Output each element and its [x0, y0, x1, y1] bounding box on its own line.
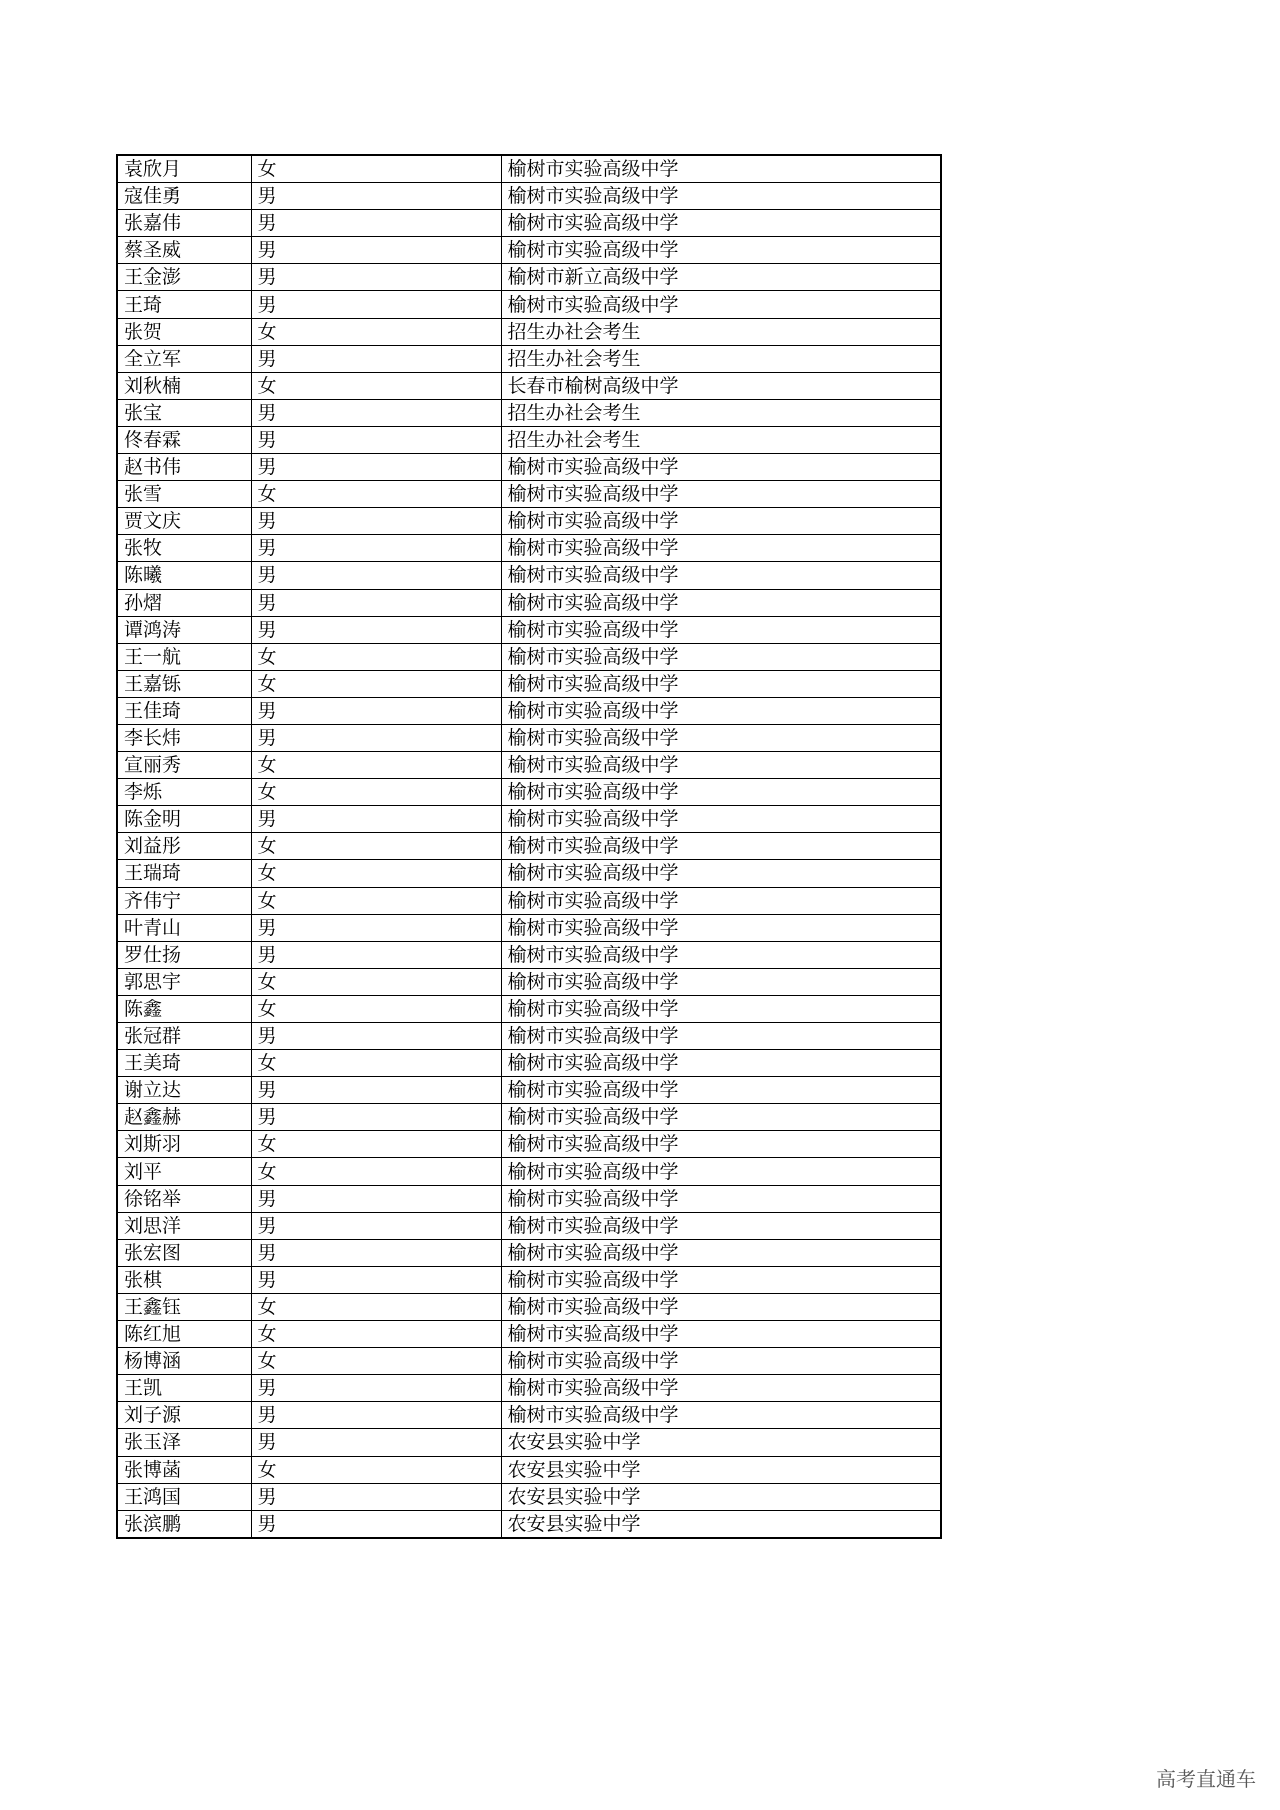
table-row	[117, 589, 941, 616]
name-cell: 王鑫钰	[117, 1293, 251, 1320]
table-row	[117, 291, 941, 318]
table-row	[117, 1293, 941, 1320]
gender-cell: 女	[251, 1348, 501, 1375]
name-cell: 孙熠	[117, 589, 251, 616]
name-cell: 张宝	[117, 399, 251, 426]
school-cell: 农安县实验中学	[501, 1429, 941, 1456]
gender-cell: 女	[251, 372, 501, 399]
name-cell: 刘平	[117, 1158, 251, 1185]
table-row	[117, 481, 941, 508]
gender-cell: 男	[251, 1266, 501, 1293]
school-cell: 榆树市实验高级中学	[501, 670, 941, 697]
table-row	[117, 508, 941, 535]
gender-cell: 男	[251, 616, 501, 643]
school-cell: 招生办社会考生	[501, 426, 941, 453]
gender-cell: 男	[251, 291, 501, 318]
school-cell: 榆树市实验高级中学	[501, 1104, 941, 1131]
table-row	[117, 887, 941, 914]
school-cell: 招生办社会考生	[501, 318, 941, 345]
table-row	[117, 616, 941, 643]
name-cell: 张嘉伟	[117, 210, 251, 237]
name-cell: 张博菡	[117, 1456, 251, 1483]
school-cell: 榆树市实验高级中学	[501, 860, 941, 887]
table-row	[117, 941, 941, 968]
school-cell: 农安县实验中学	[501, 1456, 941, 1483]
table-row	[117, 1483, 941, 1510]
name-cell: 贾文庆	[117, 508, 251, 535]
name-cell: 李烁	[117, 779, 251, 806]
name-cell: 王瑞琦	[117, 860, 251, 887]
school-cell: 榆树市实验高级中学	[501, 941, 941, 968]
table-row	[117, 1402, 941, 1429]
school-cell: 榆树市实验高级中学	[501, 481, 941, 508]
table-row	[117, 237, 941, 264]
table-row	[117, 752, 941, 779]
school-cell: 榆树市实验高级中学	[501, 752, 941, 779]
table-row	[117, 1158, 941, 1185]
gender-cell: 男	[251, 562, 501, 589]
name-cell: 李长炜	[117, 724, 251, 751]
name-cell: 王金澎	[117, 264, 251, 291]
school-cell: 榆树市实验高级中学	[501, 183, 941, 210]
school-cell: 榆树市实验高级中学	[501, 454, 941, 481]
school-cell: 榆树市实验高级中学	[501, 1375, 941, 1402]
table-row	[117, 1212, 941, 1239]
table-row	[117, 643, 941, 670]
gender-cell: 男	[251, 508, 501, 535]
gender-cell: 男	[251, 941, 501, 968]
school-cell: 榆树市实验高级中学	[501, 155, 941, 183]
gender-cell: 女	[251, 833, 501, 860]
school-cell: 榆树市实验高级中学	[501, 833, 941, 860]
gender-cell: 男	[251, 1375, 501, 1402]
gender-cell: 男	[251, 697, 501, 724]
gender-cell: 女	[251, 670, 501, 697]
school-cell: 招生办社会考生	[501, 345, 941, 372]
gender-cell: 男	[251, 914, 501, 941]
school-cell: 榆树市实验高级中学	[501, 643, 941, 670]
name-cell: 陈曦	[117, 562, 251, 589]
school-cell: 榆树市实验高级中学	[501, 724, 941, 751]
name-cell: 齐伟宁	[117, 887, 251, 914]
name-cell: 陈金明	[117, 806, 251, 833]
school-cell: 榆树市新立高级中学	[501, 264, 941, 291]
school-cell: 榆树市实验高级中学	[501, 1212, 941, 1239]
name-cell: 张冠群	[117, 1023, 251, 1050]
school-cell: 榆树市实验高级中学	[501, 1023, 941, 1050]
gender-cell: 女	[251, 643, 501, 670]
name-cell: 寇佳勇	[117, 183, 251, 210]
gender-cell: 男	[251, 1483, 501, 1510]
school-cell: 榆树市实验高级中学	[501, 210, 941, 237]
school-cell: 榆树市实验高级中学	[501, 995, 941, 1022]
name-cell: 徐铭举	[117, 1185, 251, 1212]
gender-cell: 男	[251, 1023, 501, 1050]
school-cell: 榆树市实验高级中学	[501, 589, 941, 616]
roster-body	[117, 155, 941, 1538]
student-roster-table	[116, 154, 942, 1539]
name-cell: 郭思宇	[117, 968, 251, 995]
gender-cell: 男	[251, 1185, 501, 1212]
name-cell: 赵鑫赫	[117, 1104, 251, 1131]
name-cell: 刘思洋	[117, 1212, 251, 1239]
name-cell: 王美琦	[117, 1050, 251, 1077]
gender-cell: 女	[251, 995, 501, 1022]
watermark-text: 高考直通车	[1156, 1767, 1256, 1791]
name-cell: 叶青山	[117, 914, 251, 941]
gender-cell: 女	[251, 481, 501, 508]
school-cell: 榆树市实验高级中学	[501, 1158, 941, 1185]
school-cell: 榆树市实验高级中学	[501, 1402, 941, 1429]
table-row	[117, 1050, 941, 1077]
table-row	[117, 1429, 941, 1456]
gender-cell: 女	[251, 968, 501, 995]
name-cell: 蔡圣威	[117, 237, 251, 264]
table-row	[117, 914, 941, 941]
name-cell: 王琦	[117, 291, 251, 318]
name-cell: 张玉泽	[117, 1429, 251, 1456]
name-cell: 全立军	[117, 345, 251, 372]
school-cell: 长春市榆树高级中学	[501, 372, 941, 399]
school-cell: 农安县实验中学	[501, 1483, 941, 1510]
table-row	[117, 155, 941, 183]
gender-cell: 女	[251, 887, 501, 914]
gender-cell: 女	[251, 752, 501, 779]
name-cell: 张贺	[117, 318, 251, 345]
school-cell: 招生办社会考生	[501, 399, 941, 426]
school-cell: 榆树市实验高级中学	[501, 562, 941, 589]
table-row	[117, 562, 941, 589]
gender-cell: 男	[251, 264, 501, 291]
table-row	[117, 1510, 941, 1538]
gender-cell: 男	[251, 345, 501, 372]
gender-cell: 女	[251, 860, 501, 887]
table-row	[117, 264, 941, 291]
name-cell: 刘子源	[117, 1402, 251, 1429]
name-cell: 张宏图	[117, 1239, 251, 1266]
name-cell: 谢立达	[117, 1077, 251, 1104]
school-cell: 榆树市实验高级中学	[501, 1131, 941, 1158]
name-cell: 谭鸿涛	[117, 616, 251, 643]
school-cell: 榆树市实验高级中学	[501, 1266, 941, 1293]
table-row	[117, 399, 941, 426]
school-cell: 榆树市实验高级中学	[501, 968, 941, 995]
school-cell: 农安县实验中学	[501, 1510, 941, 1538]
gender-cell: 男	[251, 183, 501, 210]
table-row	[117, 968, 941, 995]
name-cell: 宣丽秀	[117, 752, 251, 779]
table-row	[117, 454, 941, 481]
table-row	[117, 345, 941, 372]
table-row	[117, 1456, 941, 1483]
table-row	[117, 535, 941, 562]
school-cell: 榆树市实验高级中学	[501, 508, 941, 535]
table-row	[117, 1348, 941, 1375]
gender-cell: 男	[251, 1104, 501, 1131]
school-cell: 榆树市实验高级中学	[501, 1293, 941, 1320]
table-row	[117, 995, 941, 1022]
gender-cell: 男	[251, 210, 501, 237]
gender-cell: 男	[251, 399, 501, 426]
table-row	[117, 210, 941, 237]
table-row	[117, 426, 941, 453]
name-cell: 王凯	[117, 1375, 251, 1402]
name-cell: 赵书伟	[117, 454, 251, 481]
name-cell: 陈鑫	[117, 995, 251, 1022]
gender-cell: 男	[251, 1239, 501, 1266]
name-cell: 袁欣月	[117, 155, 251, 183]
table-row	[117, 724, 941, 751]
table-row	[117, 670, 941, 697]
school-cell: 榆树市实验高级中学	[501, 887, 941, 914]
school-cell: 榆树市实验高级中学	[501, 1321, 941, 1348]
gender-cell: 男	[251, 1402, 501, 1429]
name-cell: 王一航	[117, 643, 251, 670]
name-cell: 张雪	[117, 481, 251, 508]
gender-cell: 男	[251, 535, 501, 562]
table-row	[117, 1104, 941, 1131]
name-cell: 刘益彤	[117, 833, 251, 860]
table-row	[117, 860, 941, 887]
table-row	[117, 833, 941, 860]
name-cell: 王鸿国	[117, 1483, 251, 1510]
table-row	[117, 697, 941, 724]
school-cell: 榆树市实验高级中学	[501, 291, 941, 318]
name-cell: 刘斯羽	[117, 1131, 251, 1158]
gender-cell: 女	[251, 155, 501, 183]
name-cell: 张棋	[117, 1266, 251, 1293]
table-row	[117, 1185, 941, 1212]
gender-cell: 女	[251, 318, 501, 345]
gender-cell: 男	[251, 1077, 501, 1104]
school-cell: 榆树市实验高级中学	[501, 914, 941, 941]
table-row	[117, 183, 941, 210]
gender-cell: 男	[251, 724, 501, 751]
gender-cell: 女	[251, 1321, 501, 1348]
gender-cell: 男	[251, 1429, 501, 1456]
gender-cell: 女	[251, 1456, 501, 1483]
table-row	[117, 1375, 941, 1402]
school-cell: 榆树市实验高级中学	[501, 616, 941, 643]
name-cell: 佟春霖	[117, 426, 251, 453]
school-cell: 榆树市实验高级中学	[501, 535, 941, 562]
table-row	[117, 1239, 941, 1266]
gender-cell: 男	[251, 1510, 501, 1538]
school-cell: 榆树市实验高级中学	[501, 779, 941, 806]
gender-cell: 男	[251, 426, 501, 453]
gender-cell: 女	[251, 1131, 501, 1158]
school-cell: 榆树市实验高级中学	[501, 1077, 941, 1104]
school-cell: 榆树市实验高级中学	[501, 1185, 941, 1212]
gender-cell: 男	[251, 589, 501, 616]
table-row	[117, 1023, 941, 1050]
school-cell: 榆树市实验高级中学	[501, 697, 941, 724]
table-row	[117, 372, 941, 399]
name-cell: 杨博涵	[117, 1348, 251, 1375]
table-row	[117, 1266, 941, 1293]
name-cell: 刘秋楠	[117, 372, 251, 399]
school-cell: 榆树市实验高级中学	[501, 806, 941, 833]
gender-cell: 男	[251, 454, 501, 481]
table-row	[117, 318, 941, 345]
table-row	[117, 779, 941, 806]
school-cell: 榆树市实验高级中学	[501, 1050, 941, 1077]
gender-cell: 女	[251, 779, 501, 806]
name-cell: 张滨鹏	[117, 1510, 251, 1538]
gender-cell: 男	[251, 1212, 501, 1239]
name-cell: 罗仕扬	[117, 941, 251, 968]
name-cell: 王嘉铄	[117, 670, 251, 697]
gender-cell: 女	[251, 1293, 501, 1320]
table-row	[117, 1077, 941, 1104]
gender-cell: 女	[251, 1158, 501, 1185]
school-cell: 榆树市实验高级中学	[501, 237, 941, 264]
name-cell: 陈红旭	[117, 1321, 251, 1348]
table-row	[117, 1321, 941, 1348]
gender-cell: 男	[251, 237, 501, 264]
school-cell: 榆树市实验高级中学	[501, 1239, 941, 1266]
name-cell: 张牧	[117, 535, 251, 562]
name-cell: 王佳琦	[117, 697, 251, 724]
school-cell: 榆树市实验高级中学	[501, 1348, 941, 1375]
table-row	[117, 1131, 941, 1158]
gender-cell: 女	[251, 1050, 501, 1077]
gender-cell: 男	[251, 806, 501, 833]
table-row	[117, 806, 941, 833]
